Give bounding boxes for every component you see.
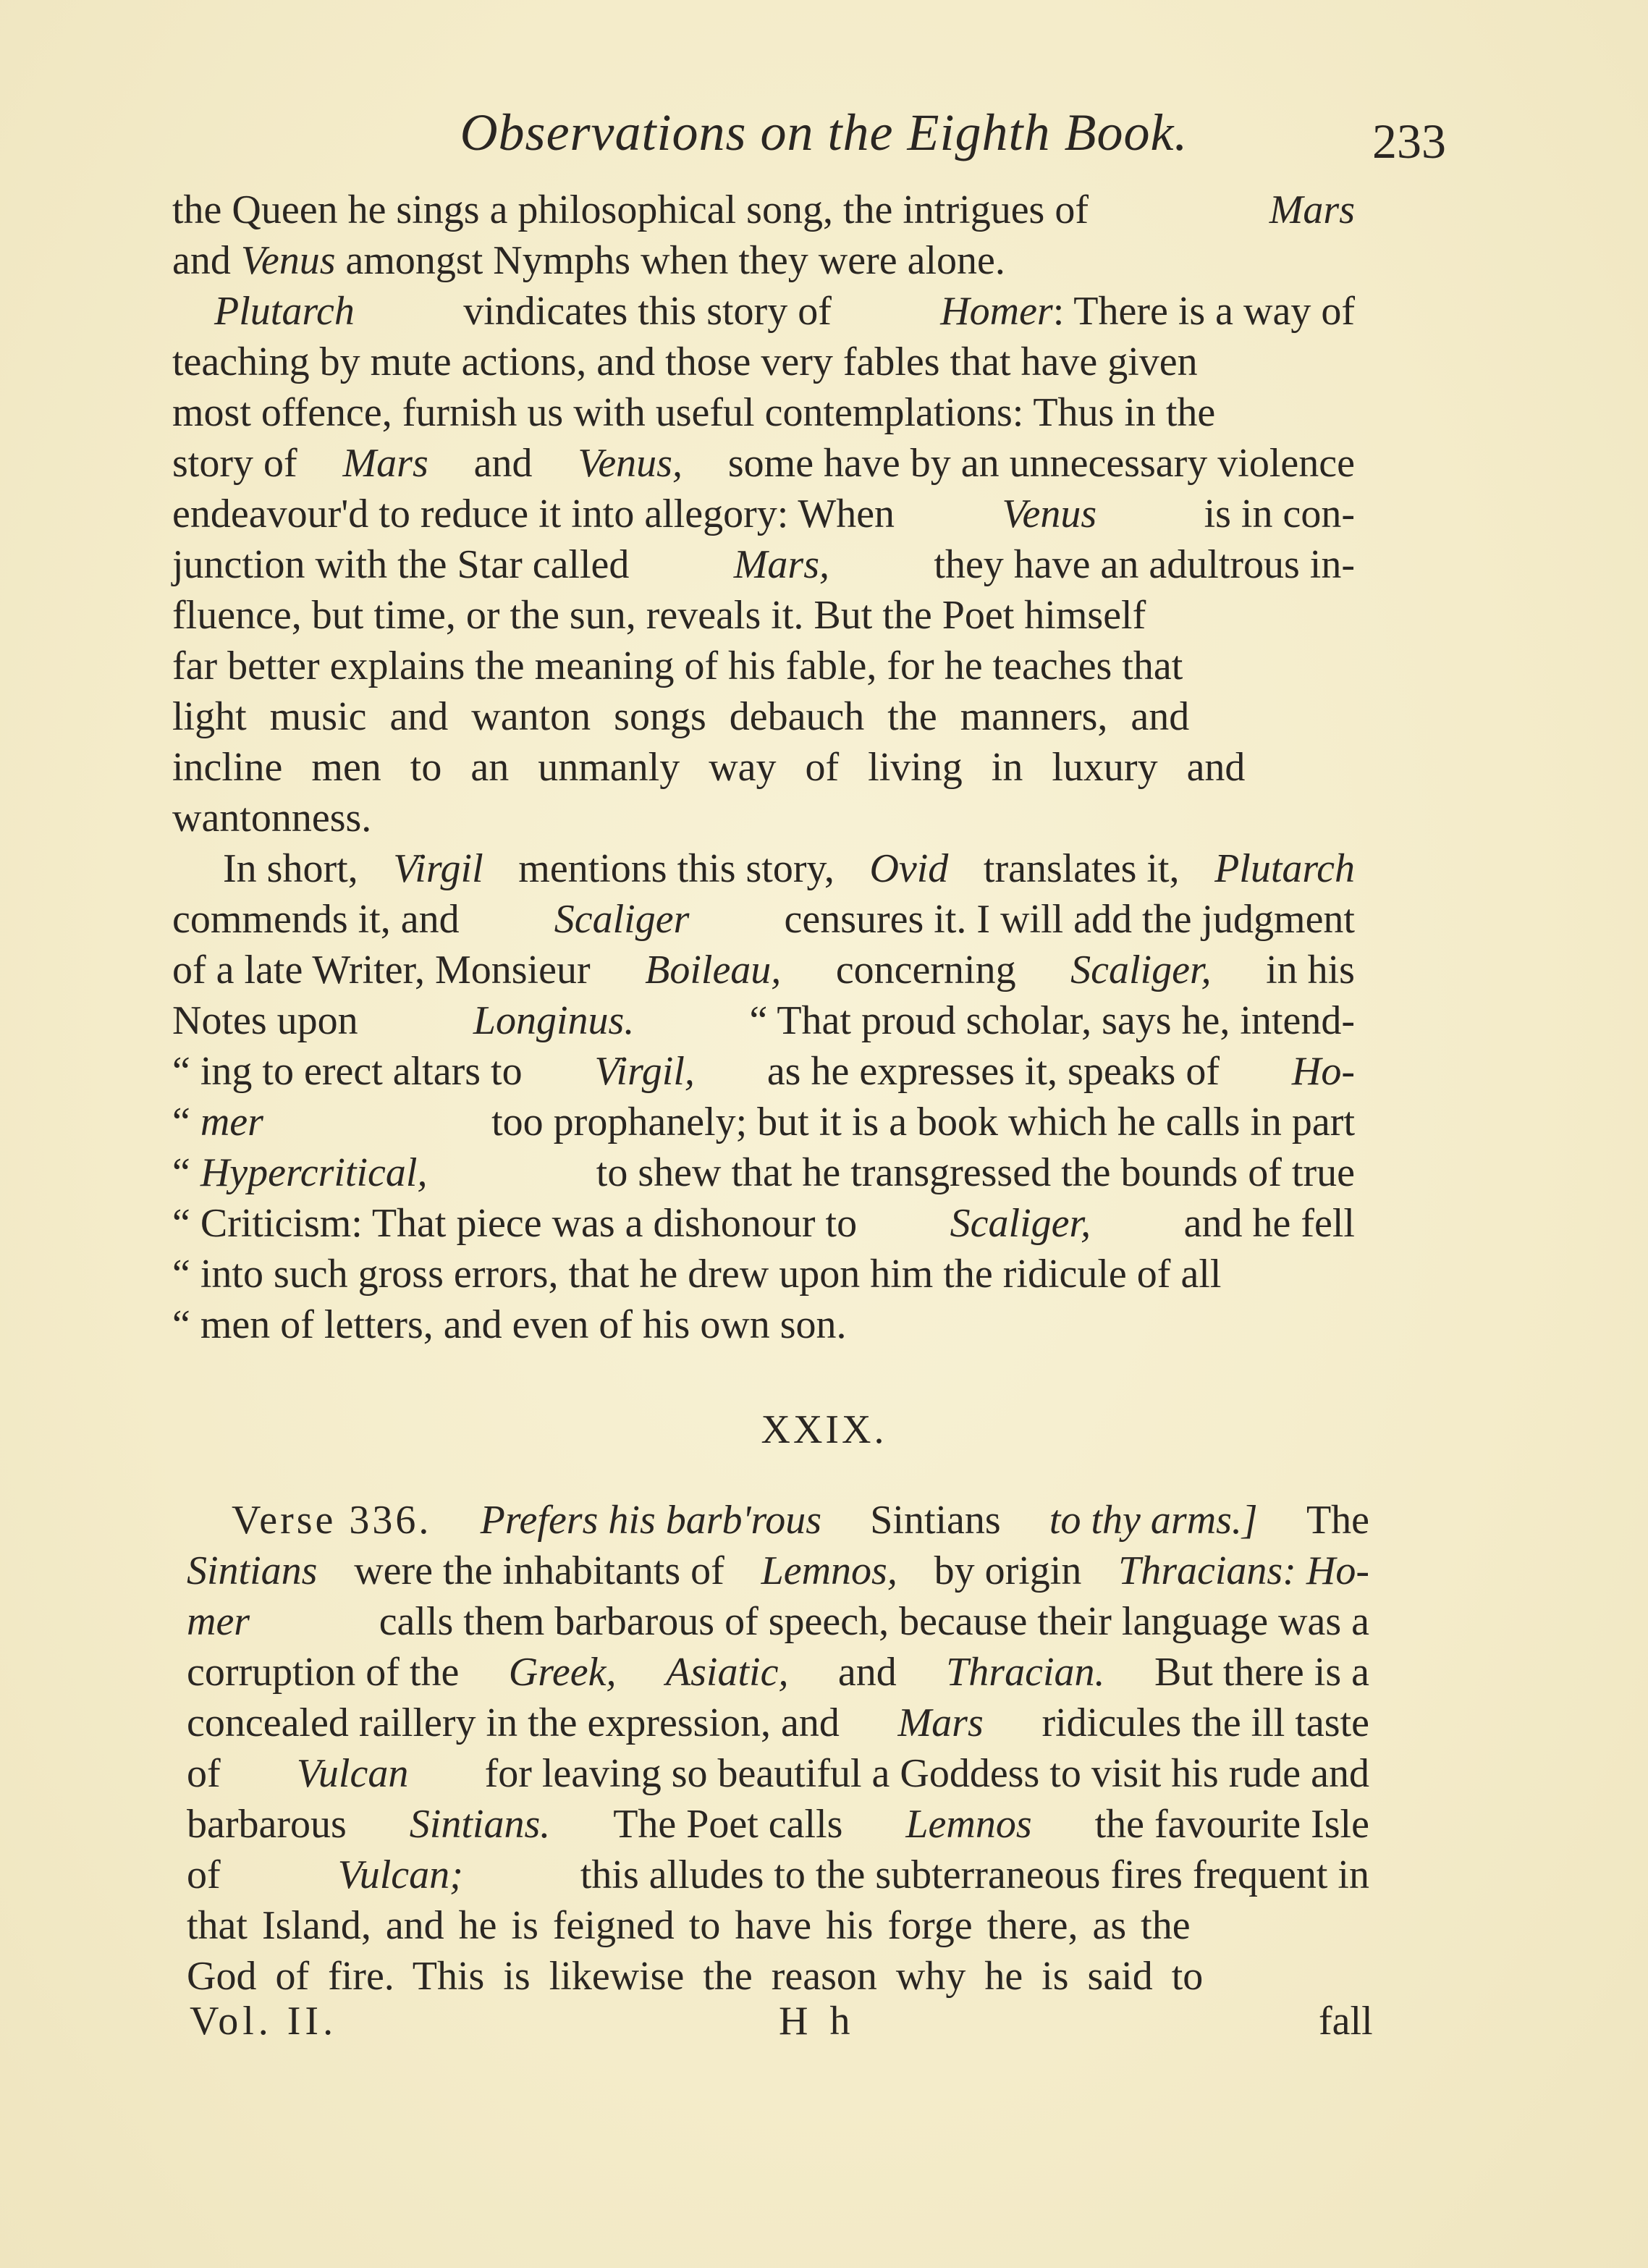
text-span-italic: Vulcan [296,1751,409,1796]
text-span: and [837,1650,897,1695]
text-span-italic: Mars [342,441,428,486]
text-line [187,1900,1191,1951]
text-span-italic: mer [187,1599,250,1644]
text-span: Notes upon [172,998,358,1043]
text-line [172,1198,1355,1249]
text-span-italic: Ovid [869,846,949,891]
text-span: But there is a [1154,1650,1369,1695]
text-span: God of fire. This is likewise the reason why he is said to [187,1954,1204,1999]
text-line [187,1495,1369,1546]
text-span: “ That proud scholar, says he, intend- [749,998,1355,1043]
text-line [187,1698,1369,1748]
running-header-title: Observations on the Eighth Book. [460,104,1188,161]
text-span: corruption of the [187,1650,460,1695]
text-span: most offence, furnish us with useful contemplations: Thus in the [172,390,1216,435]
text-span: by origin [934,1548,1082,1593]
text-span-italic: Mars, [733,542,830,587]
text-span: Sintians [870,1498,1001,1543]
text-span: teaching by mute actions, and those very fables that have given [172,340,1198,384]
text-line [172,539,1355,590]
text-span-italic: Lemnos [905,1802,1032,1847]
text-span: vindicates this story of [463,289,832,334]
text-span-italic: Venus, [578,441,683,486]
text-line [172,1046,1355,1097]
text-span: The [1306,1498,1369,1543]
text-span-italic: Plutarch [214,289,355,334]
text-span: incline men to an unmanly way of living in luxury and [172,745,1246,790]
text-span-italic: Thracians: Ho- [1118,1548,1369,1593]
text-span: Verse 336. [232,1498,432,1543]
text-span: is in con- [1204,492,1355,536]
text-span: of a late Writer, Monsieur [172,948,591,992]
text-span: some have by an unnecessary violence [727,441,1355,486]
text-line [187,1596,1369,1647]
text-span-italic: Lemnos, [761,1548,897,1593]
text-span: light music and wanton songs debauch the manners, and [172,694,1190,739]
text-span: mentions this story, [518,846,834,891]
text-line [187,1546,1369,1596]
text-span: wantonness. [172,796,372,840]
text-span-italic: Scaliger, [950,1201,1091,1246]
text-span: story of [172,441,297,486]
text-span-italic: Hypercritical, [200,1150,428,1195]
text-line [172,995,1355,1046]
section-heading: XXIX. [761,1407,887,1452]
text-span: far better explains the meaning of his fable, for he teaches that [172,644,1183,688]
text-span: “ [172,1150,190,1195]
text-line [172,489,1355,539]
text-span: barbarous [187,1802,347,1847]
text-span: in his [1266,948,1355,992]
text-line [187,1748,1369,1799]
text-span: and he fell [1183,1201,1355,1246]
text-line [172,641,1183,691]
text-span: endeavour'd to reduce it into allegory: When [172,492,895,536]
text-span: and [172,238,231,283]
footer-catchword: fall [1319,1999,1373,2044]
text-span: calls them barbarous of speech, because their language was a [379,1599,1369,1644]
text-line [172,742,1245,793]
text-span: this alludes to the subterraneous fires frequent in [580,1852,1369,1897]
text-span: that Island, and he is feigned to have his forge there, as the [187,1903,1191,1948]
text-span: “ Criticism: That piece was a dishonour to [172,1201,858,1246]
text-span: to shew that he transgressed the bounds of true [596,1150,1355,1195]
text-line [172,387,1215,438]
text-span: “ ing to erect altars to [172,1049,523,1094]
text-span-italic: Scaliger, [1070,948,1212,992]
text-span: of [187,1852,221,1897]
page-number: 233 [1372,114,1446,169]
text-line [187,1647,1369,1698]
text-span-italic: Asiatic, [665,1650,789,1695]
text-line [172,1299,847,1350]
text-span: for leaving so beautiful a Goddess to visit his rude and [484,1751,1369,1796]
text-span: and [473,441,533,486]
text-line [172,1147,1355,1198]
text-line [187,1799,1369,1850]
footer-signature: H h [779,1999,856,2044]
text-span-italic: Homer [940,289,1053,334]
text-span: they have an adultrous in- [934,542,1355,587]
text-line [172,1097,1355,1147]
text-span-italic: Sintians [187,1548,318,1593]
text-span-italic: to thy arms.] [1049,1498,1258,1543]
text-span: concerning [835,948,1016,992]
text-span: translates it, [983,846,1180,891]
text-span: were the inhabitants of [354,1548,724,1593]
text-span: : There is a way of [1052,289,1355,334]
text-line [172,691,1189,742]
text-span-italic: Boileau, [645,948,782,992]
text-span-italic: Prefers his barb'rous [480,1498,822,1543]
text-span: junction with the Star called [172,542,630,587]
text-span-italic: Mars [1269,187,1355,232]
text-span-italic: Sintians. [409,1802,551,1847]
text-span-italic: Mars [897,1700,984,1745]
text-span-italic: Venus [1002,492,1097,536]
text-span-italic: Scaliger [554,897,690,942]
text-line [187,1951,1203,2002]
text-span: The Poet calls [613,1802,843,1847]
text-span-italic: Virgil, [594,1049,695,1094]
text-line [172,185,1355,235]
text-span: amongst Nymphs when they were alone. [345,238,1005,283]
text-span-italic: Thracian. [946,1650,1105,1695]
text-span-italic: mer [200,1100,263,1144]
text-line [172,235,1005,286]
text-span: as he expresses it, speaks of [766,1049,1220,1094]
text-span: fluence, but time, or the sun, reveals it. But the Poet himself [172,593,1146,638]
text-span: of [187,1751,221,1796]
text-span: concealed raillery in the expression, and [187,1700,840,1745]
text-span-italic: Vulcan; [337,1852,463,1897]
text-line [172,843,1355,894]
text-span-italic: Longinus. [473,998,635,1043]
text-line [172,337,1198,387]
text-span-italic: Virgil [393,846,483,891]
text-line [172,438,1355,489]
text-span: the Queen he sings a philosophical song, the intrigues of [172,187,1089,232]
text-span: In short, [223,846,358,891]
text-span: the favourite Isle [1094,1802,1369,1847]
text-line [172,590,1146,641]
text-line [172,286,1355,337]
text-line [172,1249,1221,1299]
text-span-italic: Ho- [1291,1049,1355,1094]
text-span-italic: Venus [240,238,336,283]
text-line [172,793,371,843]
text-span: too prophanely; but it is a book which he calls in part [491,1100,1355,1144]
text-span-italic: Plutarch [1214,846,1355,891]
text-line [172,945,1355,995]
text-span-italic: Greek, [508,1650,617,1695]
text-line [172,894,1355,945]
text-span: “ men of letters, and even of his own son. [172,1302,847,1347]
text-span: “ [172,1100,190,1144]
text-span: ridicules the ill taste [1041,1700,1369,1745]
text-span: commends it, and [172,897,460,942]
footer-volume: Vol. II. [190,1999,338,2044]
text-span: “ into such gross errors, that he drew upon him the ridicule of all [172,1252,1222,1297]
text-line [187,1850,1369,1900]
text-span: censures it. I will add the judgment [784,897,1355,942]
